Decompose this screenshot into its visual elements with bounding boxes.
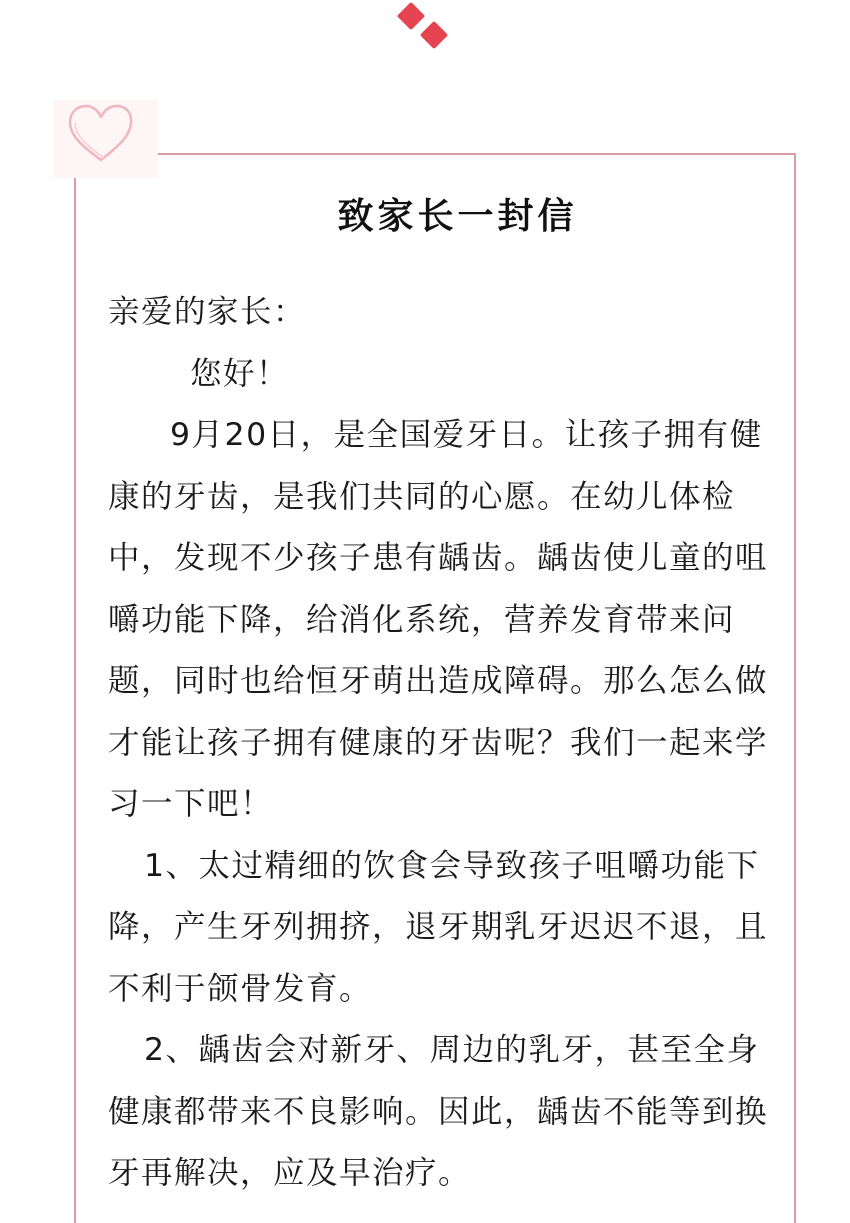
diamond-icon: [420, 21, 448, 49]
letter-body: [108, 282, 768, 1205]
greeting: 您好！: [190, 355, 290, 392]
heart-badge: [54, 100, 158, 178]
heart-icon: [64, 102, 138, 170]
diamond-icon: [397, 2, 425, 30]
paragraph-point-1: 1、太过精细的饮食会导致孩子咀嚼功能下降，产生牙列拥挤，退牙期乳牙迟迟不退，且不利于颌骨发育。: [108, 847, 769, 1007]
paragraph-point-2: 2、龋齿会对新牙、周边的乳牙，甚至全身健康都带来不良影响。因此，龋齿不能等到换牙再解决，应及早治疗。: [108, 1032, 769, 1191]
salutation: 亲爱的家长：: [108, 294, 307, 330]
paragraph-intro: 9月20日，是全国爱牙日。让孩子拥有健康的牙齿，是我们共同的心愿。在幼儿体检中，发现不少孩子患有龋齿。龋齿使儿童的咀嚼功能下降，给消化系统，营养发育带来问题，同时也给恒牙萌出造成障碍。那么怎么做才能让孩子拥有健康的牙齿呢？我们一起来学习一下吧！: [108, 417, 769, 822]
letter-title: 致家长一封信: [337, 196, 578, 237]
